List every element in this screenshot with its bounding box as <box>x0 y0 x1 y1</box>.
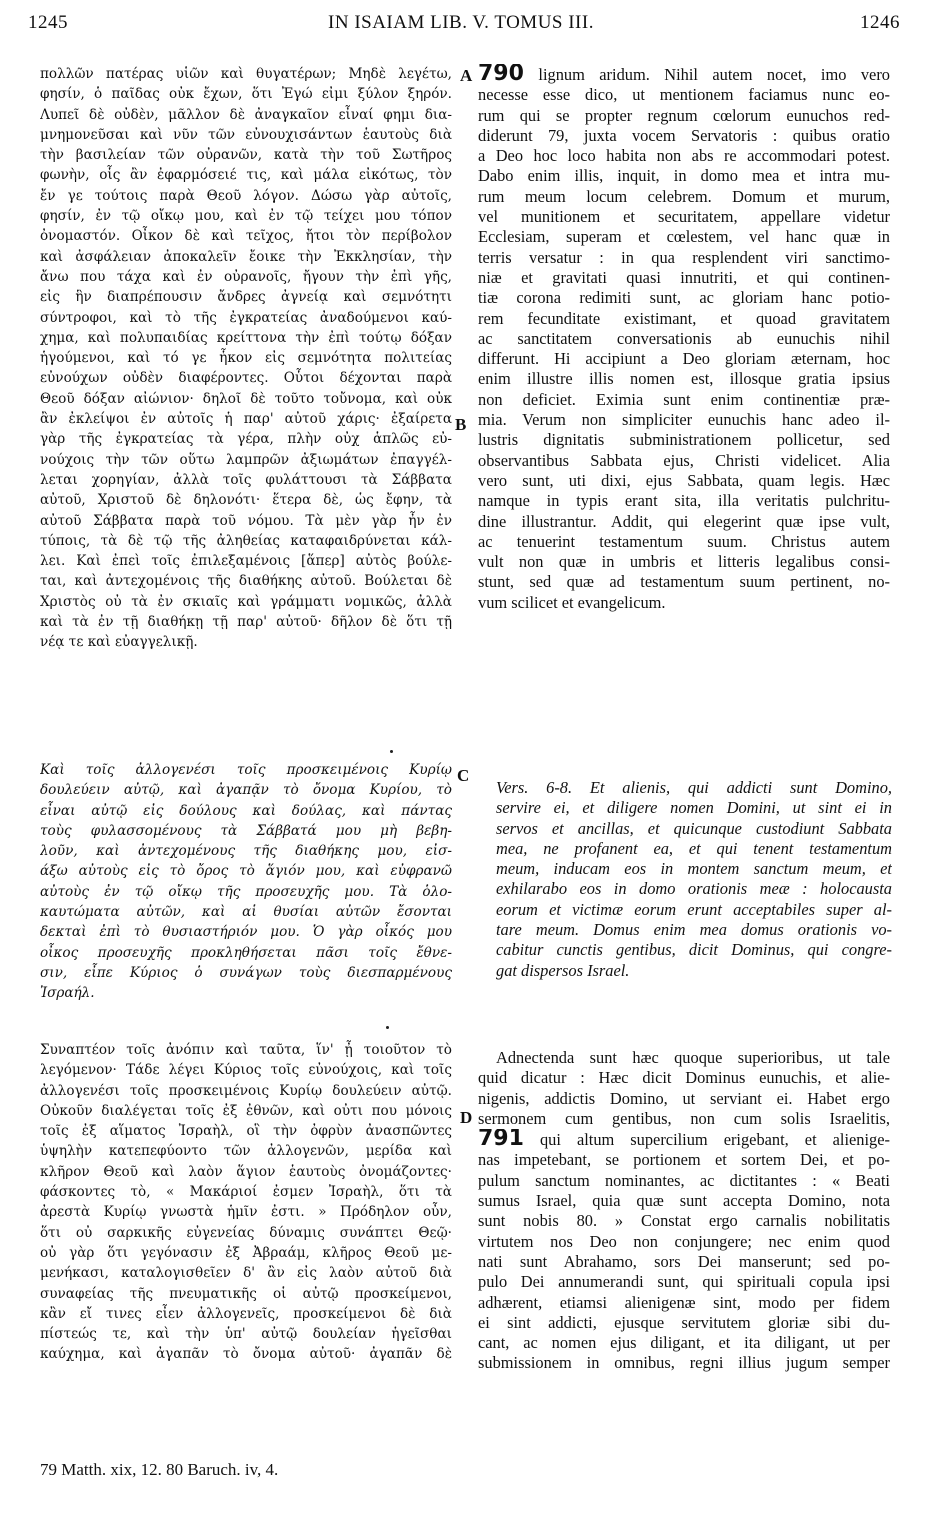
greek-line: Λυπεῖ δὲ οὐδὲν, μᾶλλον δὲ ἀναγκαῖον εἶναί φημι δια- <box>40 106 452 123</box>
latin-line: sunt nobis 80. » Constat ergo carnalis nobilitatis <box>478 1211 890 1231</box>
latin-verse-line: mea, ne profanent ea, et qui tenent testamentum <box>496 838 892 858</box>
greek-line: καὶ τὰ ἐν τῇ διαθήκῃ τῇ παρ' αὐτοῦ· δῆλον δὲ ὅτι τῇ <box>40 614 452 631</box>
latin-line: vel munitionem et securitatem, appellare videtur <box>478 207 890 227</box>
latin-verse-block <box>496 778 892 981</box>
greek-line: καὶ ἀσφάλειαν ἀποκαλεῖν ἔοικε τὴν Ἐκκλησίαν, τὴν <box>40 248 452 265</box>
latin-line: non deficiet. Eximia sunt enim continentiæ præ- <box>478 389 890 409</box>
latin-line: Adnectenda sunt hæc quoque superioribus, ut tale <box>496 1048 890 1067</box>
greek-line: ἀλλογενέσι τοῖς προσκειμένοις Κυρίῳ δουλεύειν αὐτῷ. <box>40 1082 452 1099</box>
greek-line: Θεοῦ δόξαν αἰώνιον· δηλοῖ δὲ τοῦτο τοὔνομα, καὶ οὐκ <box>40 390 452 407</box>
greek-line: ἂν ἐκλείψοι ἐν αὐτοῖς ἡ παρ' αὐτοῦ χάρις· ἐξαίρετα <box>40 411 452 428</box>
page-number-right: 1246 <box>860 12 900 33</box>
greek-line: ὀνομαστόν. Οἶκον δὲ καὶ τεῖχος, ἤτοι τὸν περίβολον <box>40 228 452 245</box>
greek-verse-line: εἶναι αὐτῷ εἰς δούλους καὶ δούλας, καὶ πάντας <box>40 802 452 819</box>
latin-line: sumus Israel, quia quæ sunt accepta Domino, nota <box>478 1191 890 1211</box>
latin-line: ac sanctitatem conversationis ab eunuchis nihil <box>478 328 890 348</box>
latin-line: submissionem in omnibus, regni illius jugum semper <box>478 1353 890 1373</box>
greek-verse-line: σιν, εἶπε Κύριος ὁ συνάγων τοὺς διεσπαρμένους <box>40 964 452 981</box>
latin-line: mia. Verum non simpliciter eunuchis hanc adeo il- <box>478 410 890 430</box>
greek-line: συναφείας τῆς πνευματικῆς οἱ αὐτῷ προσκείμενοι, <box>40 1285 452 1302</box>
latin-line: Ecclesiam, superam et cœlestem, vel hanc quæ in <box>478 227 890 247</box>
latin-line: ei sint addicti, ejusque servitutem gloriæ sibi du- <box>478 1312 890 1332</box>
latin-line: rem fecunditate existimant, et quoad gravitatem <box>478 308 890 328</box>
greek-verse-line: καυτώματα αὐτῶν, καὶ αἱ θυσίαι αὐτῶν ἔσονται <box>40 904 452 921</box>
latin-verse-line: eorum et victimæ eorum erunt acceptabiles super al- <box>496 899 892 919</box>
latin-verse-line: servos et ancillas, et quicunque custodiunt Sabbata <box>496 818 892 838</box>
latin-line-text: qui altum supercilium erigebant, et alienige- <box>539 1130 890 1150</box>
footnotes: 79 Matth. xix, 12. 80 Baruch. iv, 4. <box>40 1460 279 1479</box>
greek-line: ἄνω που τάχα καὶ ἐν οὐρανοῖς, ἤγουν τὴν ἐπὶ γῆς, <box>40 268 452 285</box>
greek-line: τύποις, τὰ δὲ τῷ τῆς ἀληθείας καταφαιδρύνεται κάλ- <box>40 532 452 549</box>
greek-verse-line: Καὶ τοῖς ἀλλογενέσι τοῖς προσκειμένοις Κυρίῳ <box>40 762 452 778</box>
latin-line: a Deo hoc loco habita non abs re accommodari potest. <box>478 146 890 166</box>
latin-line: rum meum locum celebrem. Domum et murum, <box>478 186 890 206</box>
greek-line: κἂν εἴ τινες εἶεν ἀλλογενεῖς, προσκείμενοι δὲ διὰ <box>40 1305 452 1322</box>
greek-line: ὑψηλὴν κατεπεφύοντο τῶν ἀλλογενῶν, μερίδα καὶ <box>40 1143 452 1160</box>
greek-verse-line: οἶκος προσευχῆς προκληθήσεται πᾶσι τοῖς ἔθνε- <box>40 944 452 961</box>
latin-line: enim illustre illis nomen est, illosque gratia ipsius <box>478 369 890 389</box>
greek-line: χημα, καὶ πολυπαιδίας κρείττονα τὴν ἐπὶ τούτῳ δόξαν <box>40 329 452 346</box>
greek-line: καύχημα, καὶ ἀγαπᾶν τὸ ὄνομα αὐτοῦ· ἀγαπᾶν δὲ <box>40 1346 452 1363</box>
greek-line: εὐνούχων οὐδὲν διαφέροντες. Οὗτοι δέχονται παρὰ <box>40 370 452 387</box>
latin-line <box>478 64 890 85</box>
greek-line: ἔν γε τούτοις παρὰ Θεοῦ λόγον. Δώσω γὰρ αὐτοῖς, <box>40 187 452 204</box>
latin-verse-line: tare meum. Domus enim mea domus orationis vo- <box>496 920 892 940</box>
latin-verse-line: meum, inducam eos in montem sanctum meum, et <box>496 859 892 879</box>
latin-verse-line: exhilarabo eos in domo orationis meæ : holocausta <box>496 879 892 899</box>
latin-line: stunt, sed quæ ad testamentum suum pertinent, no- <box>478 572 890 592</box>
margin-marker-c: C <box>457 766 470 785</box>
latin-line: virtutem nos Deo non conjungere; nec enim quod <box>478 1231 890 1251</box>
latin-verse-line: cabitur cunctis gentibus, dicit Dominus, qui congre- <box>496 940 892 960</box>
latin-line: terris versatur : in qua resplendent viri sanctimo- <box>478 247 890 267</box>
latin-line: tiæ corona redimiti sunt, ac gloriam hanc potio- <box>478 288 890 308</box>
greek-verse-line: δεκταὶ ἐπὶ τὸ θυσιαστήριόν μου. Ὁ γὰρ οἶκός μου <box>40 924 452 941</box>
greek-verse-line: λοῦν, καὶ ἀντεχομένους τῆς διαθήκης μου, εἰσ- <box>40 843 452 860</box>
latin-verse-line: gat dispersos Israel. <box>496 960 630 980</box>
greek-line: ἡγούμενοι, καὶ τό γε ἧκον εἰς σεμνότητα πολιτείας <box>40 350 452 367</box>
greek-line: αὐτοῦ, Χριστοῦ δὲ δηλονότι· ἕτερα δὲ, ὡς ἔφην, τὰ <box>40 492 452 509</box>
latin-line: pulum sanctum nominantes, ac dictitantes : « Beati <box>478 1170 890 1190</box>
greek-line: μνημονεῦσαι καὶ νῦν τῶν εὐνουχισάντων ἑαυτοὺς διὰ <box>40 126 452 143</box>
latin-line: pulo Dei annumerandi sunt, qui spirituali copula ipsi <box>478 1272 890 1292</box>
greek-line: φάσκοντες τὸ, « Μακάριοί ἐσμεν Ἰσραὴλ, ὅτι τὰ <box>40 1184 452 1201</box>
greek-line: λει. Καὶ ἐπεὶ τοῖς ἐπιλεξαμένοις [ἅπερ] αὐτὸς βούλε- <box>40 553 452 570</box>
greek-line: λεγόμενον· Τάδε λέγει Κύριος τοῖς εὐνούχοις, καὶ τοῖς <box>40 1062 452 1079</box>
greek-line: Συναπτέον τοῖς ἀνόπιν καὶ ταῦτα, ἵν' ᾖ τοιοῦτον τὸ <box>40 1042 452 1058</box>
greek-verse-line: Ἰσραήλ. <box>40 985 95 1002</box>
latin-column-bottom <box>478 1048 890 1374</box>
greek-verse-line: δουλεύειν αὐτῷ, καὶ ἀγαπᾷν τὸ ὄνομα Κυρίου, τὸ <box>40 782 452 799</box>
latin-line: vero sunt, uti dixi, ejus Sabbata, quam legis. Hæc <box>478 470 890 490</box>
greek-column-top <box>40 64 452 653</box>
greek-line: Οὐκοῦν διαλέγεται τοῖς ἐξ ἐθνῶν, καὶ οὐτι που μόνοις <box>40 1102 452 1119</box>
greek-verse-block <box>40 760 452 1004</box>
latin-line: namque in typis erant sita, illa veritatis pulchritu- <box>478 491 890 511</box>
stray-dot <box>390 750 393 753</box>
latin-line: sermonem cum gentibus, non cum solis Israelitis, <box>478 1108 890 1128</box>
latin-line: nas impetebant, se portionem et sortem Dei, et po- <box>478 1150 890 1170</box>
greek-line: κλῆρον Θεοῦ καὶ λαὸν ἅγιον ἑαυτοὺς ὀνομάζοντες· <box>40 1163 452 1180</box>
greek-line: γὰρ τῆς ἐγκρατείας τὰ γέρα, πλὴν οὐχ ἁπλῶς εὐ- <box>40 431 452 448</box>
greek-line: Χριστὸς οὐ τὰ ἐν σκιαῖς καὶ γράμματι νομικῶς, ἀλλὰ <box>40 593 452 610</box>
greek-line: νέᾳ τε καὶ εὐαγγελικῇ. <box>40 634 198 651</box>
latin-line <box>478 1129 890 1150</box>
latin-line: vum scilicet et evangelicum. <box>478 592 666 612</box>
latin-line: lustris dignitatis subministrationem pollicetur, sed <box>478 430 890 450</box>
latin-line: quid dicatur : Hæc dicit Dominus eunuchis, et alie- <box>478 1068 890 1088</box>
latin-line: nati sunt Abrahamo, sors Dei manserunt; sed po- <box>478 1251 890 1271</box>
latin-line-text: lignum aridum. Nihil autem nocet, imo vero <box>538 65 890 84</box>
latin-line: observantibus Sabbata ejus, Christi videlicet. Alia <box>478 450 890 470</box>
latin-line: Dabo enim illis, inquit, in domo mea et intra mu- <box>478 166 890 186</box>
greek-line: τοῖς ἐξ αἵματος Ἰσραὴλ, οἳ τὴν ὀφρὺν ἀνασπῶντες <box>40 1123 452 1140</box>
greek-line: ἀρεστὰ Κυρίῳ γνωστὰ ἡμῖν ἐστι. » Πρόδηλον οὖν, <box>40 1204 452 1221</box>
greek-line: λεται χορηγίαν, ἀλλὰ τοῖς φυλάττουσι τὰ Σάββατα <box>40 471 452 488</box>
margin-marker-d: D <box>460 1108 473 1127</box>
latin-line: cant, ac nomen ejus diligant, et ita diligant, ut per <box>478 1333 890 1353</box>
latin-line: differunt. Hi accipiunt a Deo gloriam æternam, hoc <box>478 349 890 369</box>
running-header <box>22 12 900 36</box>
greek-line: εἰς ἣν διαπρέπουσιν ἄνδρες ἀγνείᾳ καὶ σεμνότητι <box>40 289 452 306</box>
latin-line: necesse esse dico, ut mentionem faciamus nunc eo- <box>478 85 890 105</box>
greek-line: νούχοις τὴν τῶν οὕτω λαμπρῶν ἀξιωμάτων ἐπαγγέλ- <box>40 451 452 468</box>
latin-verse-line: servire ei, et diligere nomen Domini, ut sint ei in <box>496 798 892 818</box>
greek-line: οὐ γὰρ ὅτι γεγόνασιν ἐξ Ἀβραάμ, κλῆρος Θεοῦ με- <box>40 1244 452 1261</box>
latin-line: nigenis, addictis Domino, ut serviant ei. Habet ergo <box>478 1088 890 1108</box>
greek-line: πίστεώς τε, καὶ τὴν ὑπ' αὐτῷ δουλείαν ἡγεῖσθαι <box>40 1326 452 1343</box>
stray-dot <box>386 1026 389 1029</box>
latin-line: dine illustrantur. Addit, qui elegerint quæ ipse vult, <box>478 511 890 531</box>
latin-line: ac tenuerint testamentum suum. Christus autem <box>478 531 890 551</box>
column-number-790: 790 <box>478 64 524 86</box>
greek-verse-line: αὐτοὺς ἐν τῷ οἴκῳ τῆς προσευχῆς μου. Τὰ ὁλο- <box>40 883 452 900</box>
greek-line: φωνὴν, οἷς ἂν ἐφαρμόσειέ τις, καὶ μάλα εἰκότως, τὸν <box>40 167 452 184</box>
latin-column-top <box>478 64 890 613</box>
greek-verse-line: τοὺς φυλασσομένους τὰ Σάββατά μου μὴ βεβη- <box>40 822 452 839</box>
running-title: IN ISAIAM LIB. V. TOMUS III. <box>328 12 594 33</box>
greek-verse-line: άξω αὐτοὺς εἰς τὸ ὄρος τὸ ἅγιόν μου, καὶ εὐφρανῶ <box>40 863 452 880</box>
page-number-left: 1245 <box>28 12 68 33</box>
latin-verse-line: Vers. 6-8. Et alienis, qui addicti sunt Domino, <box>496 778 892 797</box>
greek-line: πολλῶν πατέρας υἱῶν καὶ θυγατέρων; Μηδὲ λεγέτω, <box>40 66 452 82</box>
latin-line: rum qui se propter regnum cœlorum eunuchos red- <box>478 105 890 125</box>
greek-line: ται, καὶ ἀντεχομένοις τῆς διαθήκης αὐτοῦ. Βούλεται δὲ <box>40 573 452 590</box>
greek-line: μενήκασι, καταλογισθεῖεν δ' ἂν εἰς λαὸν αὐτοῦ διὰ <box>40 1265 452 1282</box>
latin-line: adhærent, etiamsi alienigenæ sint, modo per fidem <box>478 1292 890 1312</box>
margin-marker-b: B <box>455 415 467 434</box>
latin-line: vult non quæ in umbris et litteris legalibus consi- <box>478 552 890 572</box>
latin-line: niæ et gravitati quasi innutriti, et qui continen- <box>478 267 890 287</box>
margin-marker-a: A <box>460 66 473 85</box>
greek-line: σύντροφοι, καὶ τὸ τῆς ἐγκρατείας ἀναδούμενοι καύ- <box>40 309 452 326</box>
greek-line: ὅτι οὐ σαρκικῆς εὐγενείας δύναμις συνάπτει Θεῷ· <box>40 1224 452 1241</box>
greek-line: φησίν, ὁ παῖδας οὐκ ἔχων, ὅτι Ἐγώ εἰμι ξύλον ξηρόν. <box>40 86 452 103</box>
greek-column-bottom <box>40 1040 452 1365</box>
column-number-791: 791 <box>478 1129 524 1151</box>
latin-line: diderunt 79, juxta vocem Servatoris : quibus oratio <box>478 125 890 145</box>
greek-line: τὴν βασιλείαν τῶν οὐρανῶν, κατὰ τὴν τοῦ Σωτῆρος <box>40 147 452 164</box>
greek-line: φησίν, ἐν τῷ οἴκῳ μου, καὶ ἐν τῷ τείχει μου τόπον <box>40 208 452 225</box>
greek-line: αὐτοῦ Σάββατα παρὰ τοῦ νόμου. Τὰ μὲν γὰρ ἦν ἐν <box>40 512 452 529</box>
